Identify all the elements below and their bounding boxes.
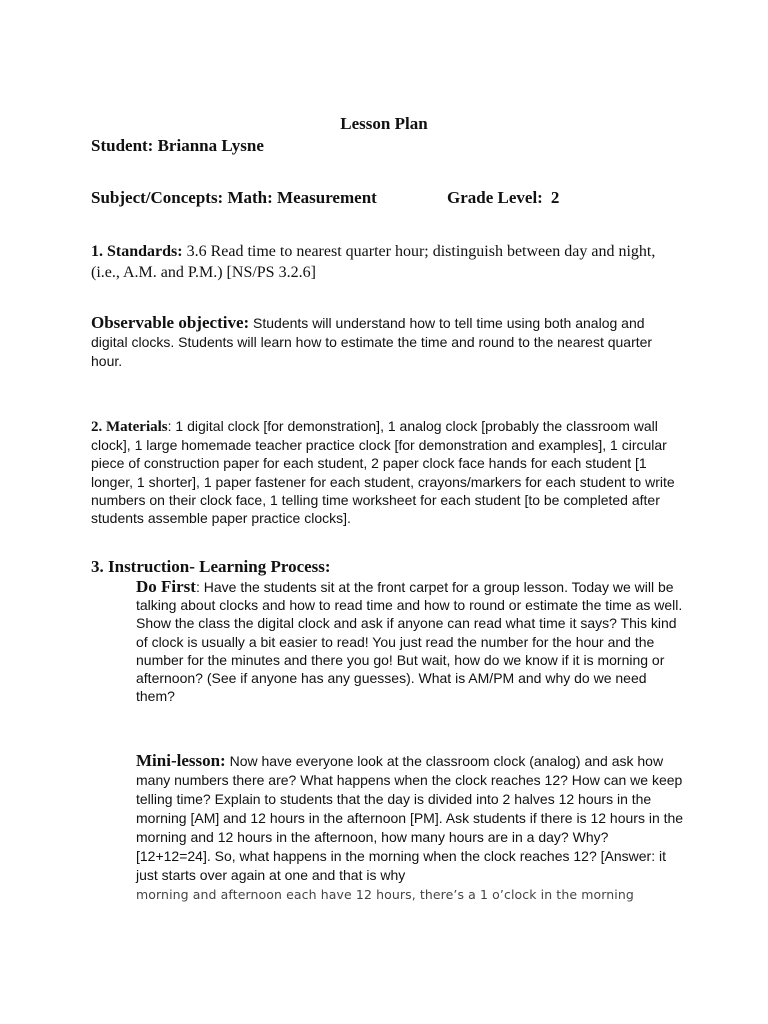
grade-level — [447, 188, 559, 208]
materials-label: 2. Materials — [91, 419, 168, 435]
standards-section — [91, 241, 681, 283]
standards-label: 1. Standards: — [91, 243, 183, 260]
do-first-section — [136, 578, 684, 705]
grade-level-label: Grade Level: — [447, 188, 543, 207]
do-first-label: Do First — [136, 577, 196, 596]
page-title: Lesson Plan — [340, 114, 428, 133]
mini-lesson-last-line: morning and afternoon each have 12 hours, there’s a 1 o’clock in the morning — [136, 887, 634, 902]
objective-label: Observable objective: — [91, 313, 250, 332]
instruction-heading: 3. Instruction- Learning Process: — [91, 557, 331, 576]
materials-section — [91, 417, 691, 527]
grade-level-value: 2 — [550, 188, 560, 207]
standards-text: 3.6 Read time to nearest quarter hour; distinguish between day and night, (i.e., A.M. and P.M.) [NS/PS 3.2.6] — [91, 243, 656, 281]
objective-text: Students will understand how to tell time using both analog and digital clocks. Students will learn how to estimate the time and round to the nearest quarter hour. — [91, 315, 653, 369]
subject-concepts: Subject/Concepts: Math: Measurement — [91, 188, 377, 207]
mini-lesson-section — [136, 751, 684, 904]
materials-text: : 1 digital clock [for demonstration], 1 analog clock [probably the classroom wall clock], 1 large homemade teacher practice clock [for demonstration and examples], 1 circular piece of construction paper for each student, 2 paper clock face hands for each student [1 longer, 1 shorter], 1 paper fastener for each student, crayons/markers for each student to write numbers on their clock face, 1 telling time worksheet for each student [to be completed after students assemble paper practice clocks]. — [91, 418, 675, 527]
student-name: Student: Brianna Lysne — [91, 136, 264, 155]
mini-lesson-label: Mini-lesson: — [136, 751, 226, 770]
objective-section — [91, 313, 681, 371]
mini-lesson-text: Now have everyone look at the classroom clock (analog) and ask how many numbers there are? What happens when the clock reaches 12? How can we keep telling time? Explain to students that the day is divided into 2 halves 12 hours in the morning [AM] and 12 hours in the afternoon [PM]. Ask students if there is 12 hours in the morning and 12 hours in the afternoon, how many hours are in a day? Why? [12+12=24]. So, what happens in the morning when the clock reaches 12? [Answer: it just starts over again at one and that is why — [136, 753, 684, 883]
do-first-text: : Have the students sit at the front carpet for a group lesson. Today we will be talking about clocks and how to read time and how to round or estimate the time as well. Show the class the digital clock and ask if anyone can read what time it says? This kind of clock is usually a bit easier to read! You just read the number for the hour and the number for the minutes and there you go! But wait, how do we know if it is morning or afternoon? (See if anyone has any guesses). What is AM/PM and why do we need them? — [136, 579, 683, 705]
